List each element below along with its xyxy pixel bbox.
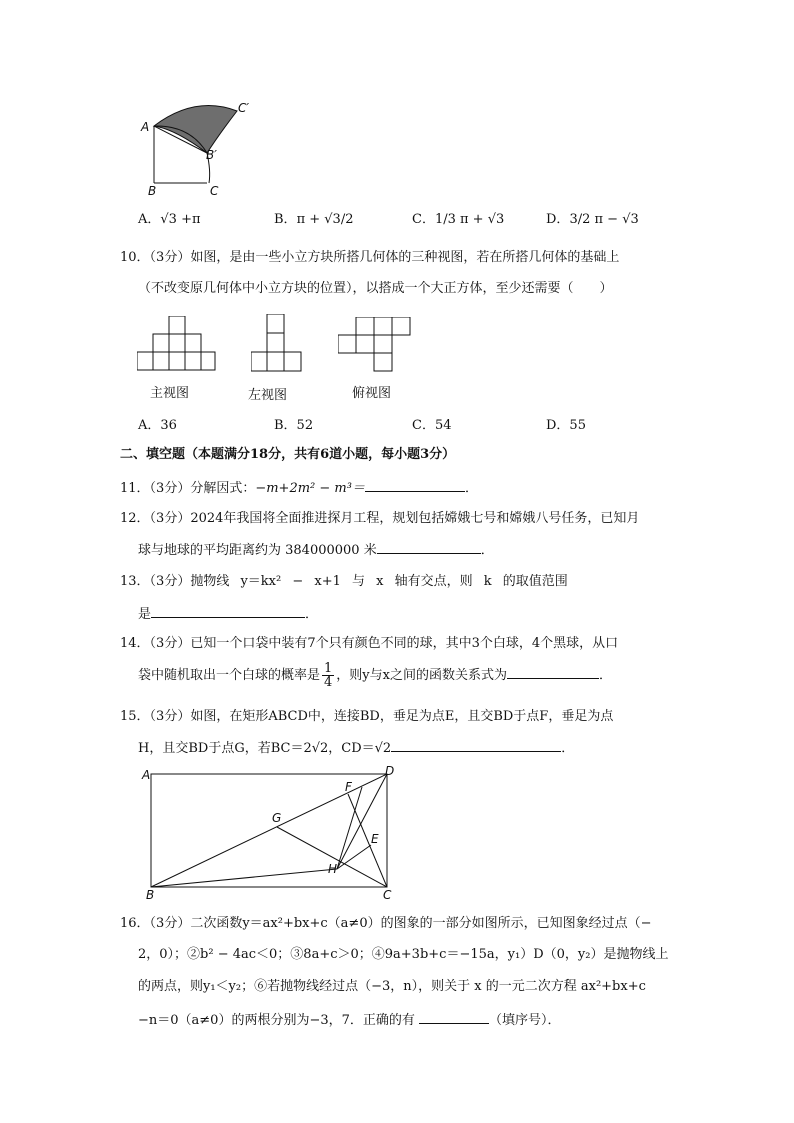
q9-label-a: A	[141, 120, 150, 134]
q9-label-b-prime: B′	[206, 148, 217, 162]
q9-option-a-expr: √3 +π	[160, 212, 201, 227]
q15-label-c: C	[383, 888, 392, 902]
q15-label-f: F	[345, 780, 352, 794]
q10-option-a[interactable]: A．36	[138, 418, 177, 433]
q9-label-c: C	[210, 184, 219, 198]
q9-option-c[interactable]: C．1/3 π + √3	[412, 212, 505, 227]
left-view	[251, 314, 305, 372]
q15-label-e: E	[371, 832, 379, 846]
q14-line2: 袋中随机取出一个白球的概率是 $\frac{1}{4}$ ，则y与x之间的函数关系式为 ．	[138, 661, 612, 690]
left-view-label: 左视图	[248, 388, 288, 403]
q16-line3: 的两点，则y₁＜y₂；⑥若抛物线经过点（−3，n），则关于 x 的一元二次方程 ax²+bx+c	[138, 979, 646, 994]
q11-answer-blank[interactable]	[365, 477, 465, 492]
q9-option-b-expr: π + √3/2	[296, 212, 354, 227]
q16-line2: 2，0）；②b² − 4ac＜0；③8a+c＞0；④9a+3b+c＝−15a，y₁）D（0，y₂）是抛物线上	[138, 947, 669, 962]
q12-line2: 球与地球的平均距离约为 384000000 米 ．	[138, 539, 494, 561]
q16-answer-blank[interactable]	[419, 1009, 489, 1024]
segment-bh	[151, 869, 337, 887]
q9-option-b[interactable]: B．π + √3/2	[274, 212, 354, 227]
q12-answer-blank[interactable]	[377, 539, 481, 554]
shaded-region	[154, 106, 237, 153]
q10-option-c[interactable]: C．54	[412, 418, 452, 433]
q13-line1: 13．（3分）抛物线 y＝kx² − x+1 与 x 轴有交点，则 k 的取值范围	[120, 574, 568, 589]
q9-option-d[interactable]: D．3/2 π − √3	[546, 212, 639, 227]
q15-label-d: D	[385, 764, 395, 778]
q14-answer-blank[interactable]	[507, 664, 599, 679]
q15-answer-blank[interactable]	[391, 737, 561, 752]
q15-label-a: A	[142, 768, 151, 782]
q9-option-d-expr: 3/2 π − √3	[569, 212, 639, 227]
q10-option-b[interactable]: B．52	[274, 418, 314, 433]
q9-label-c-prime: C′	[238, 101, 250, 115]
q13-line2: 是 ．	[138, 603, 318, 625]
section-2-heading: 二、填空题（本题满分18分，共有6道小题，每小题3分）	[120, 447, 456, 462]
q15-label-h: H	[328, 862, 338, 876]
q12-line1: 12．（3分）2024年我国将全面推进探月工程，规划包括嫦娥七号和嫦娥八号任务，已知月	[120, 511, 640, 526]
top-view-label: 俯视图	[352, 386, 392, 401]
q9-option-a[interactable]: A．√3 +π	[138, 212, 201, 227]
q9-label-b: B	[148, 184, 157, 198]
q15-line1: 15．（3分）如图，在矩形ABCD中，连接BD，垂足为点E，且交BD于点F，垂足为点	[120, 709, 614, 724]
q15-line2: H，且交BD于点G，若BC＝2√2，CD＝√2 ．	[138, 737, 574, 759]
q15-label-b: B	[146, 888, 155, 902]
segment-fc	[348, 794, 387, 887]
q15-figure	[150, 773, 392, 891]
front-view	[137, 316, 217, 372]
q10-line2: （不改变原几何体中小立方块的位置），以搭成一个大正方体，至少还需要（ ）	[138, 281, 613, 296]
q15-label-g: G	[272, 811, 282, 825]
q10-option-d[interactable]: D．55	[546, 418, 586, 433]
q10-line1: 10．（3分）如图，是由一些小立方块所搭几何体的三种视图，若在所搭几何体的基础上	[120, 250, 620, 265]
q9-option-c-expr: 1/3 π + √3	[434, 212, 505, 227]
q14-line1: 14．（3分）已知一个口袋中装有7个只有颜色不同的球，其中3个白球，4个黑球，从口	[120, 636, 619, 651]
q14-probability-fraction: $\frac{1}{4}$	[324, 661, 333, 690]
segment-he	[337, 845, 371, 869]
q16-line1: 16．（3分）二次函数y＝ax²+bx+c（a≠0）的图象的一部分如图所示，已知图象经过点（−	[120, 916, 652, 931]
front-view-label: 主视图	[150, 386, 190, 401]
q16-line4: −n＝0（a≠0）的两根分别为−3，7．正确的有 （填序号）．	[138, 1009, 561, 1031]
q11: 11．（3分）分解因式：−m+2m² − m³＝ ．	[120, 477, 478, 499]
q13-answer-blank[interactable]	[151, 603, 305, 618]
top-view	[338, 317, 414, 375]
